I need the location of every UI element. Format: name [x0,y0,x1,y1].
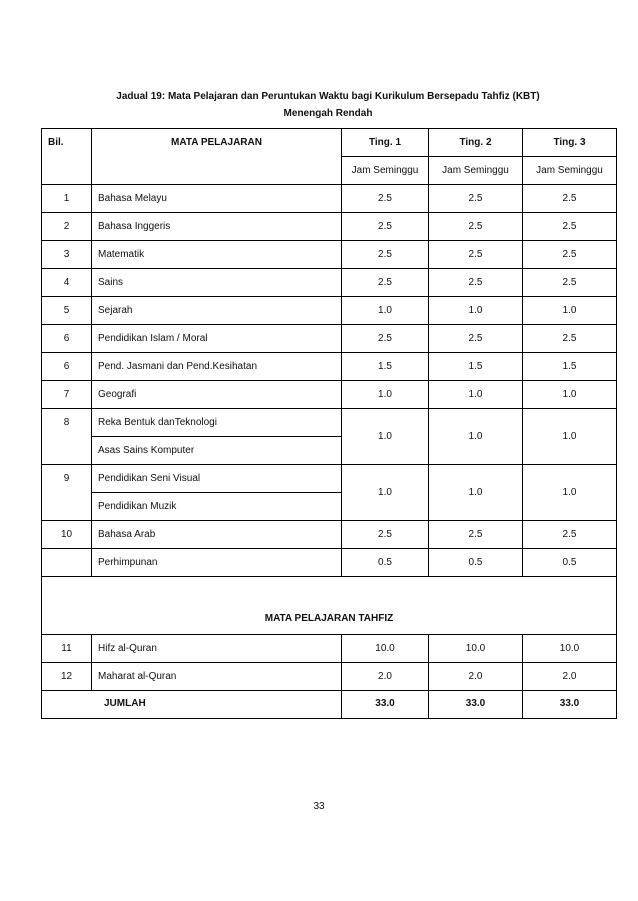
unit-ting-1: Jam Seminggu [342,157,429,185]
caption-line-1: Jadual 19: Mata Pelajaran dan Peruntukan Waktu bagi Kurikulum Bersepadu Tahfiz (KBT) [116,91,540,102]
header-subject: MATA PELAJARAN [92,129,342,185]
row-t2: 1.0 [429,297,523,325]
row-t2: 2.0 [429,663,523,691]
row-t3: 2.5 [523,213,617,241]
total-t3: 33.0 [523,691,617,719]
row-t2: 2.5 [429,521,523,549]
row-bil: 6 [42,325,92,353]
row-t2: 1.0 [429,409,523,465]
row-bil: 2 [42,213,92,241]
row-t2: 2.5 [429,213,523,241]
row-t2: 2.5 [429,241,523,269]
table-row [42,635,617,663]
row-bil: 9 [42,465,92,521]
row-t3: 2.5 [523,521,617,549]
row-subject: Pendidikan Seni Visual [92,465,342,493]
header-ting-2: Ting. 2 [429,129,523,157]
total-t2: 33.0 [429,691,523,719]
row-t1: 2.5 [342,325,429,353]
unit-ting-3: Jam Seminggu [523,157,617,185]
row-t2: 1.5 [429,353,523,381]
row-subject: Pendidikan Islam / Moral [92,325,342,353]
total-label: JUMLAH [42,691,342,719]
row-t1: 2.5 [342,185,429,213]
row-t3: 2.5 [523,185,617,213]
row-bil: 8 [42,409,92,465]
row-subject: Geografi [92,381,342,409]
table-row [42,213,617,241]
row-t3: 1.0 [523,465,617,521]
row-t2: 0.5 [429,549,523,577]
row-t1: 1.5 [342,353,429,381]
table-row [42,269,617,297]
row-subject: Hifz al-Quran [92,635,342,663]
table-row [42,521,617,549]
table-row [42,241,617,269]
row-t2: 2.5 [429,185,523,213]
table-row [42,325,617,353]
row-t1: 2.5 [342,213,429,241]
table-row-group-8 [42,409,617,437]
total-t1: 33.0 [342,691,429,719]
row-bil [42,549,92,577]
row-t1: 2.5 [342,241,429,269]
caption-line-2: Menengah Rendah [283,108,373,119]
table-row [42,663,617,691]
row-bil: 10 [42,521,92,549]
row-t1: 2.5 [342,269,429,297]
row-t1: 2.5 [342,521,429,549]
row-t1: 1.0 [342,381,429,409]
row-t3: 1.5 [523,353,617,381]
table-row [42,381,617,409]
row-bil: 5 [42,297,92,325]
row-t1: 2.0 [342,663,429,691]
row-subject: Sejarah [92,297,342,325]
table-row [42,549,617,577]
table-row [42,185,617,213]
row-subject: Matematik [92,241,342,269]
header-ting-3: Ting. 3 [523,129,617,157]
row-bil: 1 [42,185,92,213]
row-t2: 1.0 [429,381,523,409]
row-bil: 11 [42,635,92,663]
row-bil: 3 [42,241,92,269]
row-t1: 1.0 [342,409,429,465]
row-subject: Reka Bentuk danTeknologi [92,409,342,437]
row-bil: 6 [42,353,92,381]
row-t2: 2.5 [429,269,523,297]
table-row [42,297,617,325]
table-row-group-9 [42,465,617,493]
row-bil: 7 [42,381,92,409]
page-number: 33 [313,801,325,812]
unit-ting-2: Jam Seminggu [429,157,523,185]
tahfiz-section-row [42,577,617,635]
subject-time-table [41,128,617,719]
header-bil: Bil. [42,129,92,185]
row-subject: Bahasa Inggeris [92,213,342,241]
row-t1: 10.0 [342,635,429,663]
row-t3: 1.0 [523,381,617,409]
row-subject: Bahasa Melayu [92,185,342,213]
row-t3: 2.5 [523,325,617,353]
row-t2: 1.0 [429,465,523,521]
row-t1: 1.0 [342,297,429,325]
row-subject: Pendidikan Muzik [92,493,342,521]
row-t1: 1.0 [342,465,429,521]
row-t3: 2.5 [523,241,617,269]
row-t1: 0.5 [342,549,429,577]
row-t3: 1.0 [523,297,617,325]
row-t3: 2.0 [523,663,617,691]
row-t3: 10.0 [523,635,617,663]
row-t2: 10.0 [429,635,523,663]
row-subject: Bahasa Arab [92,521,342,549]
tahfiz-section-heading: MATA PELAJARAN TAHFIZ [42,577,617,635]
row-subject: Asas Sains Komputer [92,437,342,465]
header-ting-1: Ting. 1 [342,129,429,157]
table-caption [40,88,616,122]
row-subject: Sains [92,269,342,297]
header-row [42,129,617,157]
row-subject: Perhimpunan [92,549,342,577]
row-t3: 0.5 [523,549,617,577]
row-t3: 2.5 [523,269,617,297]
table-row [42,353,617,381]
row-subject: Maharat al-Quran [92,663,342,691]
row-t3: 1.0 [523,409,617,465]
total-row [42,691,617,719]
row-subject: Pend. Jasmani dan Pend.Kesihatan [92,353,342,381]
row-t2: 2.5 [429,325,523,353]
row-bil: 12 [42,663,92,691]
row-bil: 4 [42,269,92,297]
